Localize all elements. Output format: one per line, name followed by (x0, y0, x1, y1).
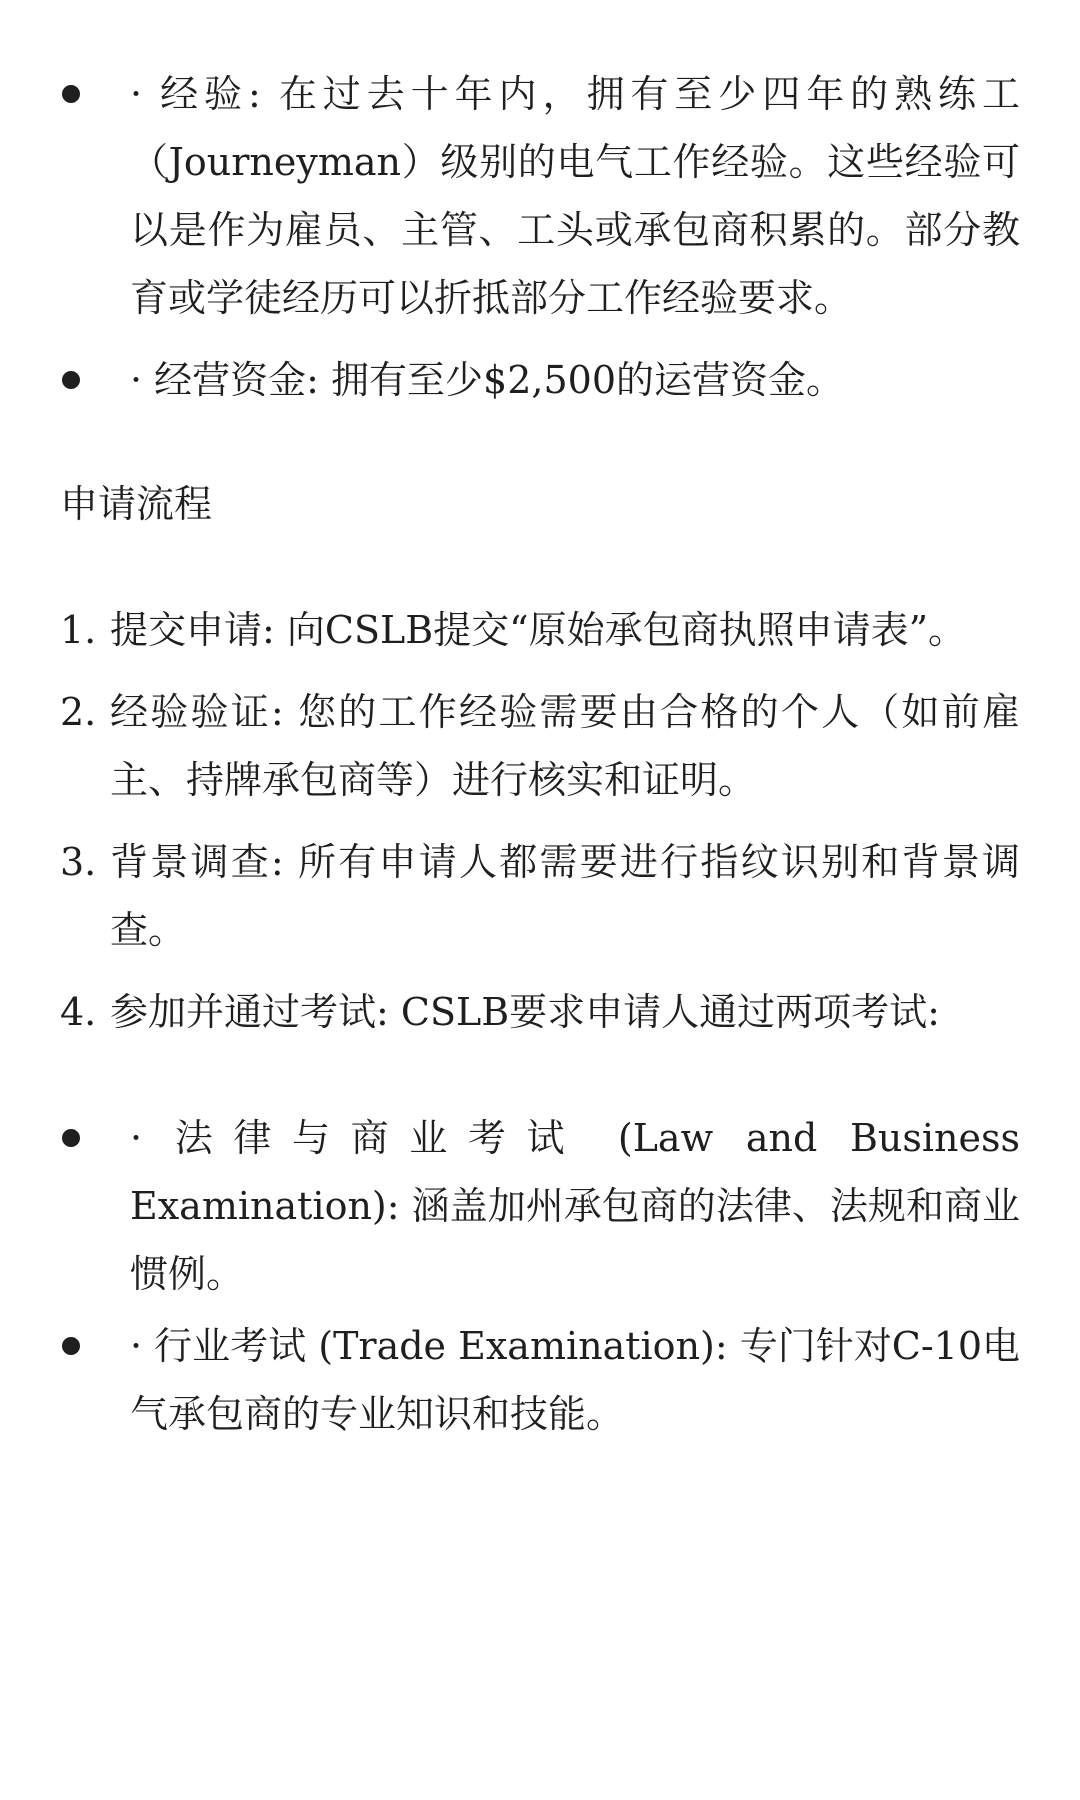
bullet-dot-icon (62, 371, 80, 389)
list-item (60, 60, 1020, 332)
list-item (60, 828, 1020, 964)
bullet-dot-icon (62, 85, 80, 103)
exam-law-business-text: · 法律与商业考试 (Law and Business Examination): 涵盖加州承包商的法律、法规和商业惯例。 (130, 1116, 1020, 1296)
list-item (60, 596, 1020, 664)
step-text: 提交申请: 向CSLB提交“原始承包商执照申请表”。 (110, 608, 967, 652)
step-number: 2. (60, 690, 97, 734)
list-item (60, 978, 1020, 1046)
list-item (60, 1312, 1020, 1448)
bullet-dot-icon (62, 1129, 80, 1147)
step-text: 参加并通过考试: CSLB要求申请人通过两项考试: (110, 990, 940, 1034)
step-text: 背景调查: 所有申请人都需要进行指纹识别和背景调查。 (110, 840, 1020, 952)
step-text: 经验验证: 您的工作经验需要由合格的个人（如前雇主、持牌承包商等）进行核实和证明。 (110, 690, 1020, 802)
list-item (60, 1104, 1020, 1308)
document-content (60, 60, 1020, 1448)
step-number: 3. (60, 840, 97, 884)
exams-list (60, 1104, 1020, 1448)
requirement-capital-text: · 经营资金: 拥有至少$2,500的运营资金。 (130, 358, 845, 402)
exam-trade-text: · 行业考试 (Trade Examination): 专门针对C-10电气承包商的专业知识和技能。 (130, 1324, 1021, 1436)
section-heading: 申请流程 (60, 482, 213, 526)
bullet-dot-icon (62, 1337, 80, 1355)
requirement-experience-text: · 经验: 在过去十年内，拥有至少四年的熟练工（Journeyman）级别的电气工作经验。这些经验可以是作为雇员、主管、工头或承包商积累的。部分教育或学徒经历可以折抵部分工作经验要求。 (130, 72, 1020, 320)
requirements-list (60, 60, 1020, 414)
list-item (60, 678, 1020, 814)
list-item (60, 346, 1020, 414)
step-number: 4. (60, 990, 97, 1034)
step-number: 1. (60, 608, 97, 652)
application-steps-list (60, 596, 1020, 1046)
